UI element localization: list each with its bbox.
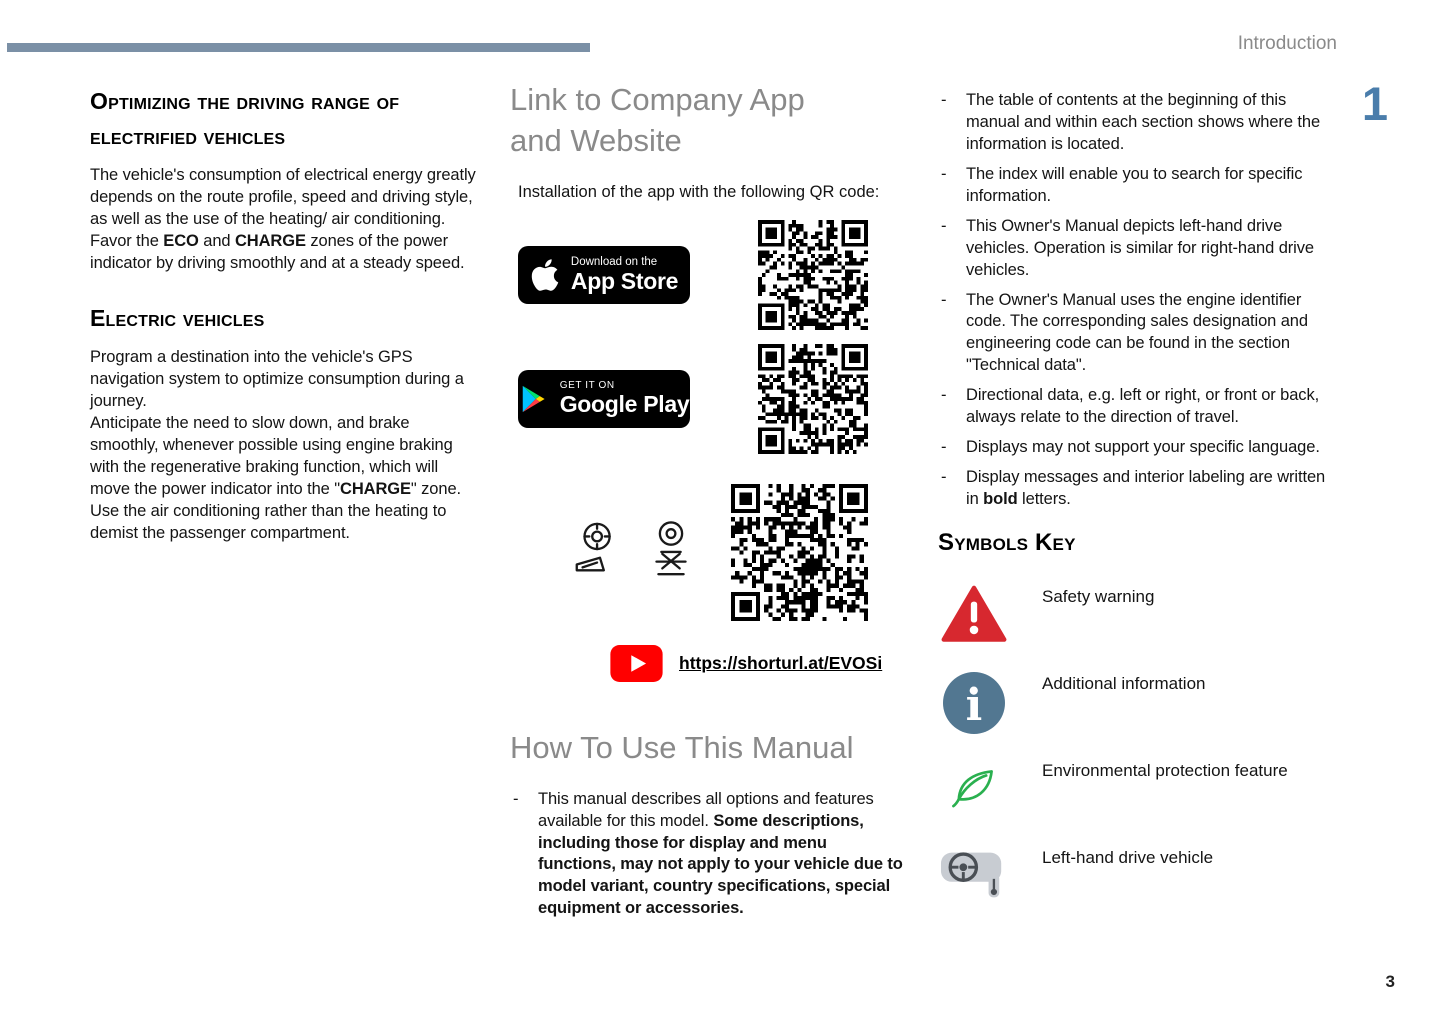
badge-line-2: Google Play <box>559 390 690 417</box>
google-play-badge[interactable] <box>518 370 690 428</box>
list-item <box>938 290 1338 378</box>
steering-wheel-icon <box>938 846 1010 902</box>
wheel-jack-icon <box>642 520 700 585</box>
list-item <box>938 467 1338 511</box>
badge-line-2: App Store <box>570 267 679 294</box>
google-play-icon <box>519 383 549 415</box>
leaf-icon <box>938 759 1010 811</box>
page-number: 3 <box>1385 972 1395 991</box>
app-store-badge[interactable] <box>518 246 690 304</box>
video-qr-code <box>731 484 868 621</box>
section-header: Introduction <box>1237 33 1337 54</box>
list-item-text: The index will enable you to search for specific information. <box>966 164 1303 205</box>
info-icon <box>938 672 1010 734</box>
app-store-qr-code <box>758 220 868 330</box>
list-item-text: Display messages and interior labeling are written in bold letters. <box>966 468 1326 508</box>
app-store-row <box>510 220 904 330</box>
header-accent-bar <box>7 43 590 52</box>
paragraph: Use the air conditioning rather than the heating to demist the passenger compartment. <box>90 501 447 542</box>
list-item-text: The Owner's Manual uses the engine identifier code. The corresponding sales designation and engineering code can be found in the section "Technical data". <box>966 290 1308 375</box>
badge-text <box>571 256 678 293</box>
left-column <box>90 84 482 545</box>
symbol-label: Additional information <box>1042 673 1206 693</box>
apple-logo-icon <box>530 257 560 293</box>
badge-text <box>560 381 690 417</box>
paragraph: The vehicle's consumption of electrical energy greatly depends on the route profile, speed and driving style, as well as the use of the heating/ air conditioning. <box>90 166 476 228</box>
list-item <box>938 437 1338 459</box>
middle-column <box>510 80 904 928</box>
list-item <box>938 385 1338 429</box>
list-item-text: Directional data, e.g. left or right, or front or back, always relate to the direction of travel. <box>966 386 1320 427</box>
tire-change-icons <box>570 520 700 585</box>
list-item <box>938 90 1338 156</box>
video-link[interactable]: https://shorturl.at/EVOSi <box>679 652 883 673</box>
google-play-row <box>510 344 904 454</box>
app-section-title: Link to Company App and Website <box>510 82 805 158</box>
google-play-qr-code <box>758 344 868 454</box>
list-item <box>938 216 1338 282</box>
symbol-row <box>938 672 1338 759</box>
list-item-text: This Owner's Manual depicts left-hand drive vehicles. Operation is similar for right-hand drive vehicles. <box>966 216 1314 279</box>
list-item <box>938 164 1338 208</box>
list-item-text: The table of contents at the beginning of this manual and within each section shows where the information is located. <box>966 91 1321 153</box>
youtube-icon[interactable] <box>610 645 663 682</box>
list-item-text: Displays may not support your specific language. <box>966 438 1320 457</box>
video-link-row <box>610 645 904 682</box>
section-title-electric-vehicles: Electric vehicles <box>90 304 265 331</box>
section-title-driving-range: Optimizing the driving range of electrified vehicles <box>90 88 400 149</box>
right-column <box>938 90 1338 933</box>
badge-line-1: Download on the <box>570 256 658 269</box>
symbol-row <box>938 846 1338 933</box>
symbol-label: Safety warning <box>1042 586 1155 606</box>
svg-text:i: i <box>965 679 983 731</box>
chapter-number: 1 <box>1361 77 1388 130</box>
how-to-title: How To Use This Manual <box>510 729 854 765</box>
paragraph: Favor the ECO and CHARGE zones of the power indicator by driving smoothly and at a steady speed. <box>90 231 465 272</box>
badge-line-1: GET IT ON <box>559 379 615 391</box>
symbol-row <box>938 585 1338 672</box>
symbol-label: Environmental protection feature <box>1042 760 1288 780</box>
tire-change-row <box>510 484 904 621</box>
safety-warning-icon <box>938 585 1010 643</box>
symbol-row <box>938 759 1338 846</box>
paragraph: Program a destination into the vehicle's GPS navigation system to optimize consumption during a journey. <box>90 348 464 411</box>
qr-intro-text: Installation of the app with the following QR code: <box>518 182 880 201</box>
wheel-ramp-icon <box>570 520 628 585</box>
paragraph: Anticipate the need to slow down, and brake smoothly, whenever possible using engine braking with the regenerative braking function, which will move the power indicator into the "CHARGE" zone. <box>90 414 462 498</box>
list-item <box>510 789 904 921</box>
symbol-label: Left-hand drive vehicle <box>1042 847 1214 867</box>
symbols-key-title: Symbols Key <box>938 528 1076 556</box>
list-item-text: This manual describes all options and features available for this model. Some descriptions, including those for display and menu functions, may not apply to your vehicle due to model variant, country specifications, special equipment or accessories. <box>538 789 903 918</box>
